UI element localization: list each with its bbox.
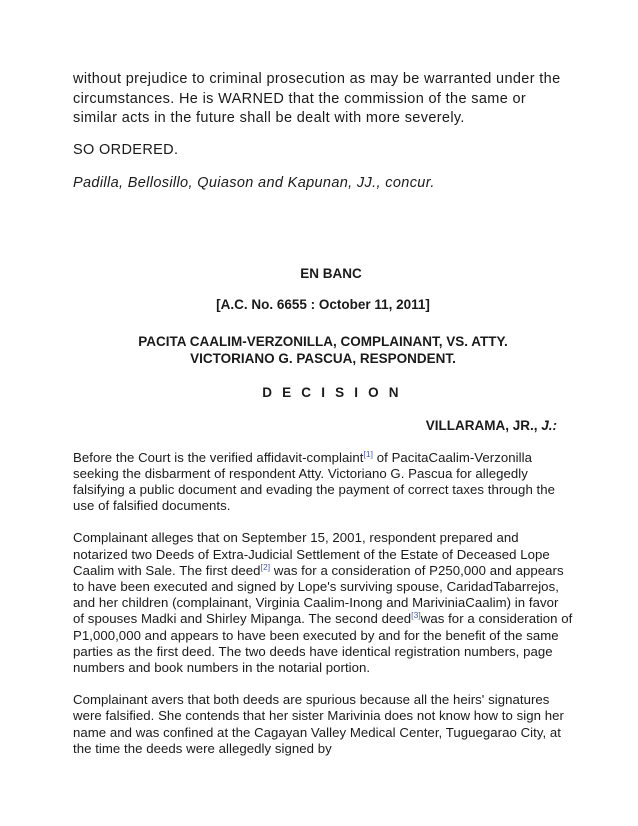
ponente-title: J.: — [541, 417, 557, 433]
footnote-link-2[interactable]: [2] — [260, 561, 271, 572]
footnote-link-3[interactable]: [3] — [411, 610, 421, 621]
p1-text-b: of PacitaCaalim-Verzonilla seeking the disbarment of respondent Atty. Victoriano G. Pascua for allegedly falsifying a public document and evading the payment of correct taxes through the use of falsified documents. — [73, 449, 556, 514]
body-paragraph-2 — [73, 530, 573, 676]
p2-text-c: was for a consideration of P1,000,000 and appears to have been executed by and for the benefit of the same parties as the first deed. The two deeds have identical registration numbers, page numbers and book numbers in the notarial portion. — [73, 611, 573, 675]
footnote-link-1[interactable]: [1] — [363, 448, 374, 459]
case-number-heading: [A.C. No. 6655 : October 11, 2011] — [216, 296, 430, 312]
court-division-heading: EN BANC — [300, 265, 362, 281]
concurrence-line: Padilla, Bellosillo, Quiason and Kapunan, JJ., concur. — [73, 175, 435, 191]
p1-text-a: Before the Court is the verified affidavit-complaint — [73, 449, 364, 465]
p2-text-b: was for a consideration of P250,000 and appears to have been executed and signed by Lope's surviving spouse, CaridadTabarrejos, and her children (complainant, Virginia Caalim-Inong and MariviniaCaalim) in favor of spouses Madki and Shirley Mipanga. The second deed — [73, 562, 564, 627]
intro-paragraph: without prejudice to criminal prosecution as may be warranted under the circumstances. He is WARNED that the commission of the same or similar acts in the future shall be dealt with more severely. — [73, 71, 561, 126]
so-ordered-text: SO ORDERED. — [73, 141, 179, 158]
decision-heading: D E C I S I O N — [262, 384, 402, 400]
body-paragraph-1 — [73, 450, 573, 515]
document-page — [73, 70, 573, 757]
case-title — [73, 333, 573, 367]
case-title-line-2: VICTORIANO G. PASCUA, RESPONDENT. — [190, 350, 456, 366]
ponente-name: VILLARAMA, JR., — [425, 417, 538, 433]
p2-text-a: Complainant alleges that on September 15, 2001, respondent prepared and notarized two Deeds of Extra-Judicial Settlement of the Estate of Deceased Lope Caalim with Sale. The first deed — [73, 530, 550, 578]
case-title-line-1: PACITA CAALIM-VERZONILLA, COMPLAINANT, VS. ATTY. — [138, 333, 508, 349]
body-paragraph-3: Complainant avers that both deeds are spurious because all the heirs' signatures were falsified. She contends that her sister Marivinia does not know how to sign her name and was confined at the Cagayan Valley Medical Center, Tuguegarao City, at the time the deeds were allegedly signed by — [73, 692, 564, 756]
ponente-line — [73, 418, 573, 433]
